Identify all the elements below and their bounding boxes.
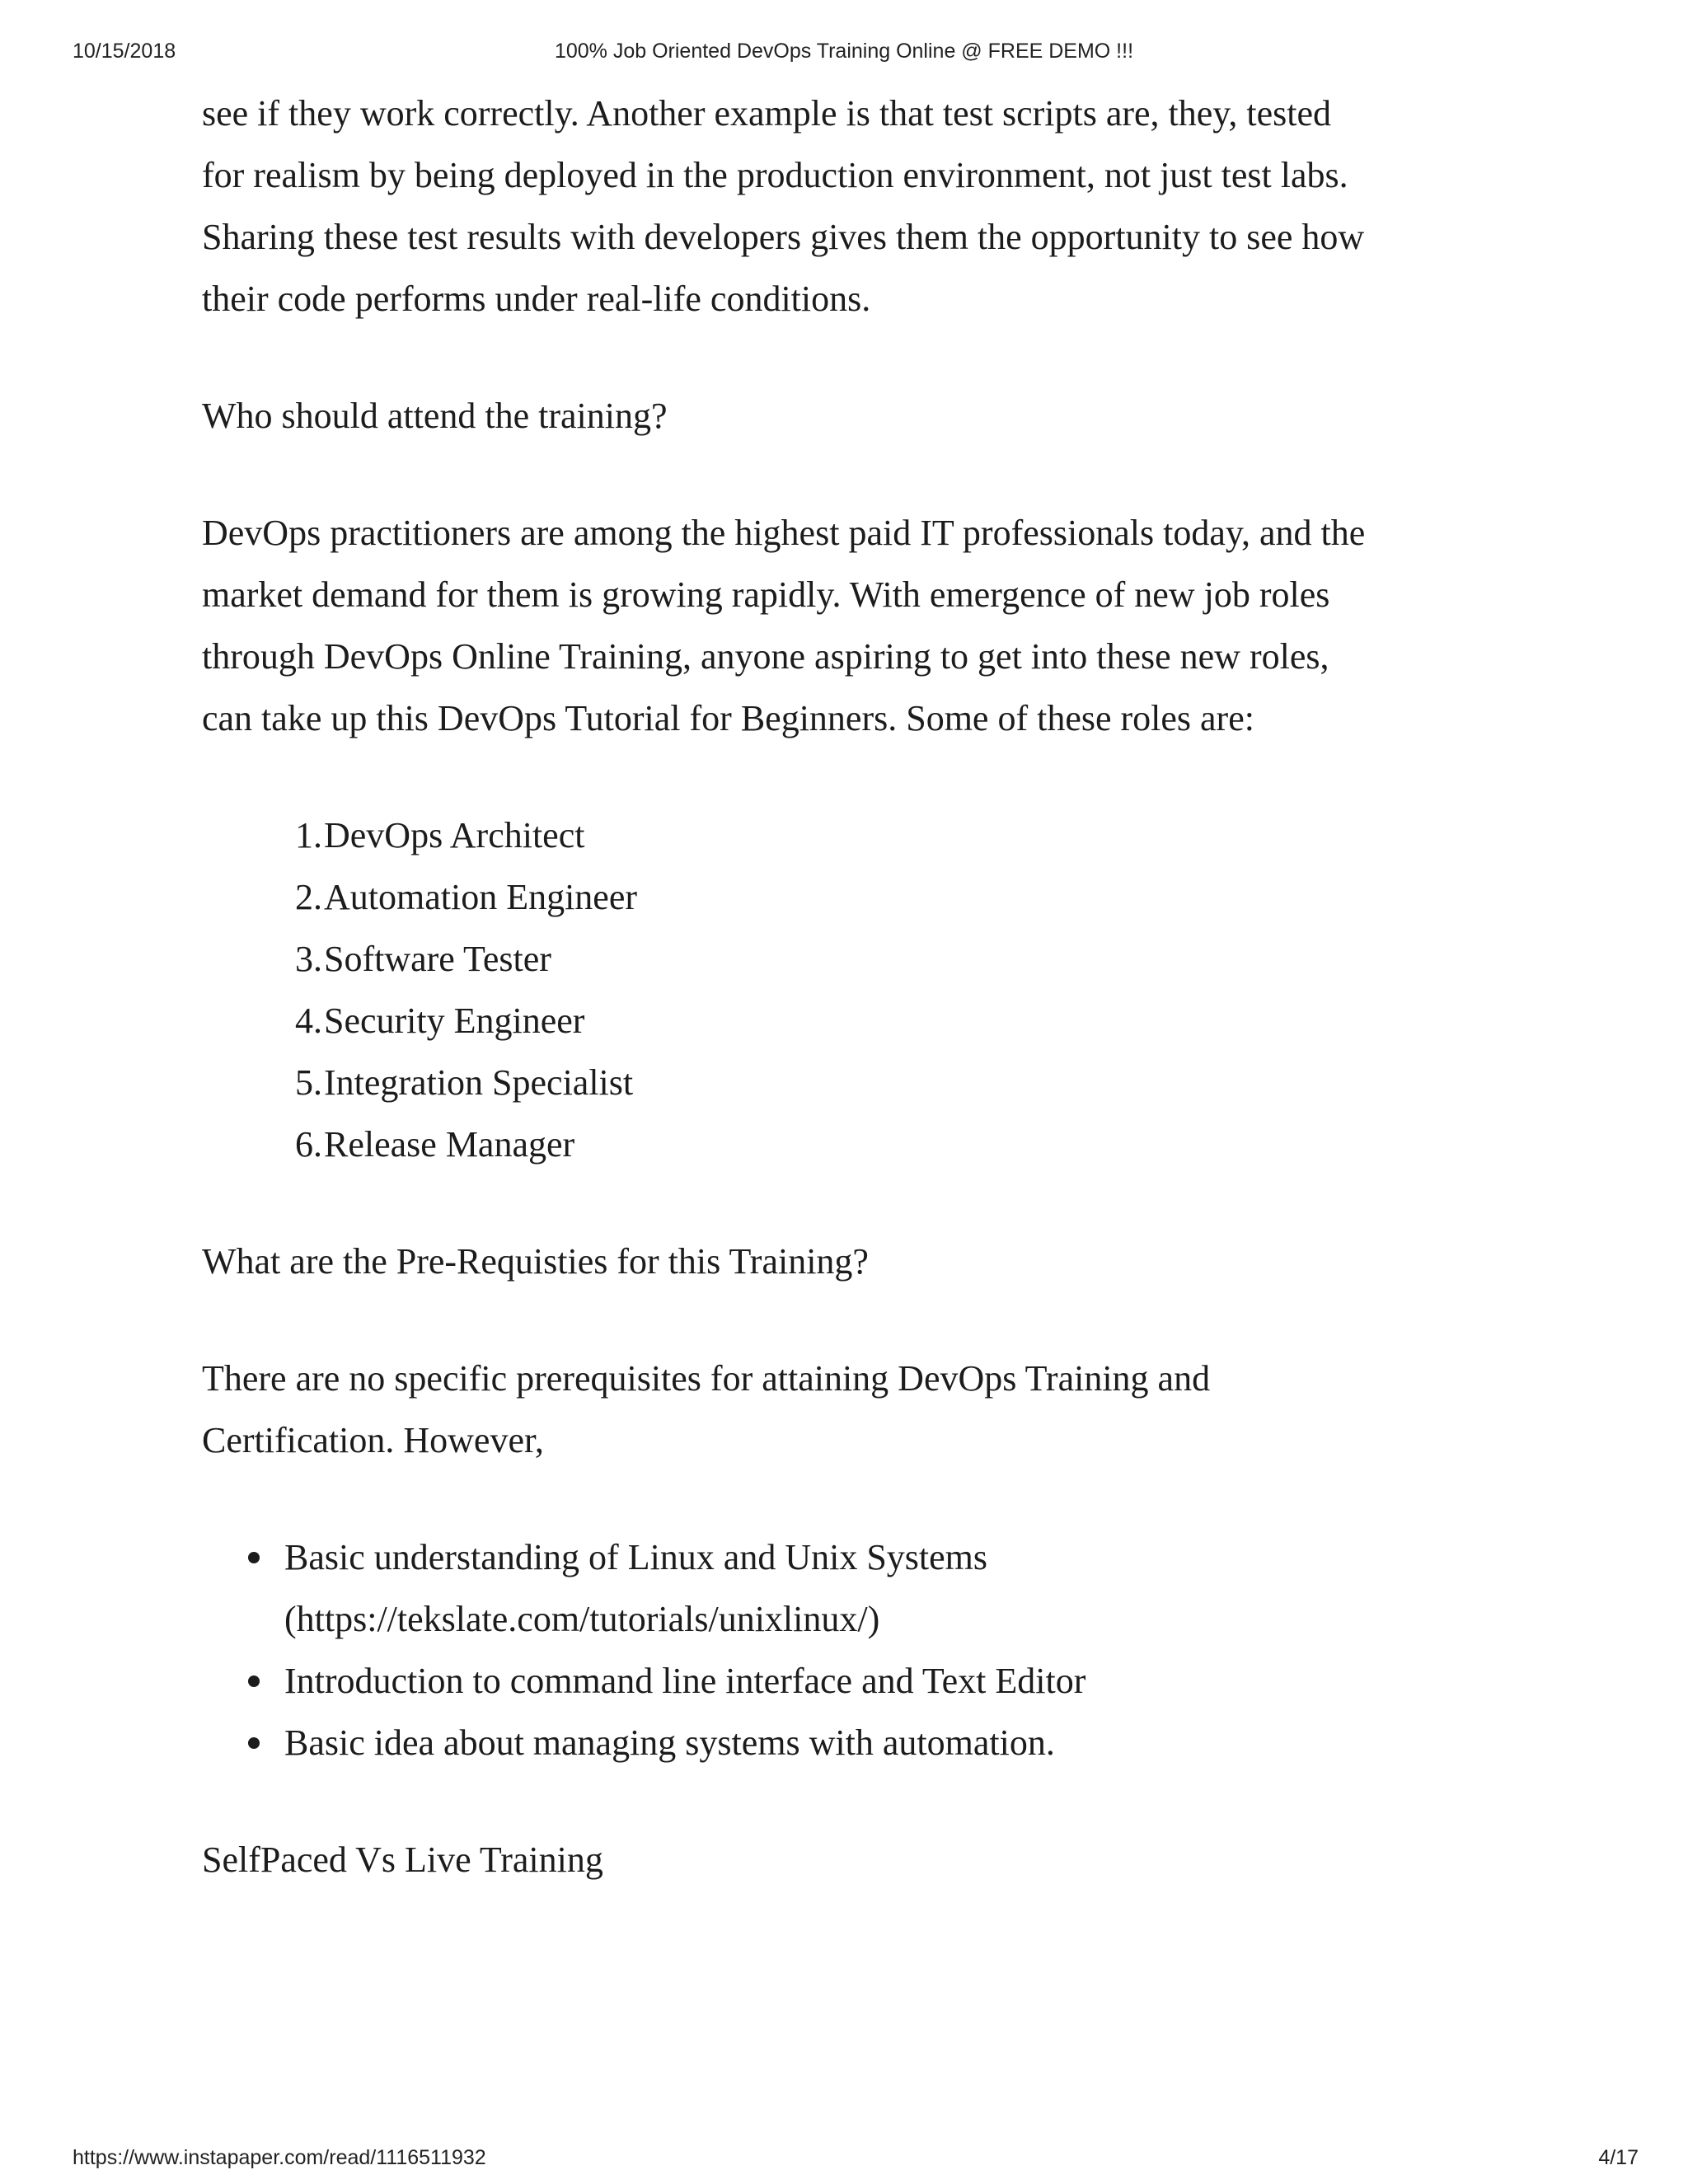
role-item <box>202 1113 1521 1175</box>
role-number: 4. <box>295 1001 322 1041</box>
heading-prerequisites: What are the Pre-Requisties for this Training? <box>202 1241 869 1282</box>
prereq-item <box>202 1650 1273 1712</box>
prereq-item <box>202 1712 1273 1774</box>
role-item <box>202 928 1521 990</box>
role-label: Automation Engineer <box>324 877 638 917</box>
prereq-text: Basic understanding of Linux and Unix Systems <box>284 1537 988 1577</box>
role-label: Security Engineer <box>324 1001 585 1041</box>
heading-who-should-attend: Who should attend the training? <box>202 396 668 436</box>
print-header <box>0 40 1688 68</box>
roles-list <box>202 804 1521 1175</box>
article-body <box>202 82 1521 1891</box>
prereq-text: Introduction to command line interface and Text Editor <box>284 1661 1086 1701</box>
role-number: 5. <box>295 1062 322 1103</box>
prereq-paragraph <box>202 1347 1521 1471</box>
bullet-icon <box>248 1675 260 1687</box>
role-label: Integration Specialist <box>324 1062 634 1103</box>
prereq-list <box>202 1526 1521 1774</box>
role-item <box>202 804 1521 866</box>
heading-selfpaced-vs-live: SelfPaced Vs Live Training <box>202 1840 603 1880</box>
print-page-number: 4/17 <box>1598 2146 1639 2169</box>
bullet-icon <box>248 1737 260 1749</box>
prereq-link[interactable]: (https://tekslate.com/tutorials/unixlinux/) <box>284 1599 880 1639</box>
role-number: 3. <box>295 939 322 979</box>
print-url: https://www.instapaper.com/read/1116511932 <box>73 2146 486 2169</box>
print-date: 10/15/2018 <box>73 40 176 63</box>
role-number: 2. <box>295 877 322 917</box>
bullet-icon <box>248 1552 260 1563</box>
role-label: Release Manager <box>324 1124 575 1165</box>
prereq-line: There are no specific prerequisites for attaining DevOps Training and <box>202 1358 1211 1399</box>
intro-line: their code performs under real-life conditions. <box>202 279 871 319</box>
attend-line: market demand for them is growing rapidly. With emergence of new job roles <box>202 574 1330 615</box>
attend-paragraph <box>202 502 1521 749</box>
attend-line: DevOps practitioners are among the highest paid IT professionals today, and the <box>202 513 1366 553</box>
intro-line: see if they work correctly. Another example is that test scripts are, they, tested <box>202 93 1332 134</box>
role-label: Software Tester <box>324 939 551 979</box>
prereq-item <box>202 1526 1273 1650</box>
role-item <box>202 866 1521 928</box>
role-number: 1. <box>295 815 322 855</box>
print-page-title: 100% Job Oriented DevOps Training Online @ FREE DEMO !!! <box>554 40 1134 63</box>
attend-line: through DevOps Online Training, anyone aspiring to get into these new roles, <box>202 636 1329 677</box>
role-item <box>202 990 1521 1052</box>
prereq-text: Basic idea about managing systems with automation. <box>284 1722 1055 1763</box>
role-item <box>202 1052 1521 1113</box>
intro-line: for realism by being deployed in the production environment, not just test labs. <box>202 155 1348 195</box>
role-label: DevOps Architect <box>324 815 585 855</box>
intro-line: Sharing these test results with developers gives them the opportunity to see how <box>202 217 1365 257</box>
intro-paragraph <box>202 82 1521 330</box>
print-footer <box>0 2146 1688 2174</box>
attend-line: can take up this DevOps Tutorial for Beginners. Some of these roles are: <box>202 698 1254 738</box>
prereq-line: Certification. However, <box>202 1420 544 1460</box>
role-number: 6. <box>295 1124 322 1165</box>
